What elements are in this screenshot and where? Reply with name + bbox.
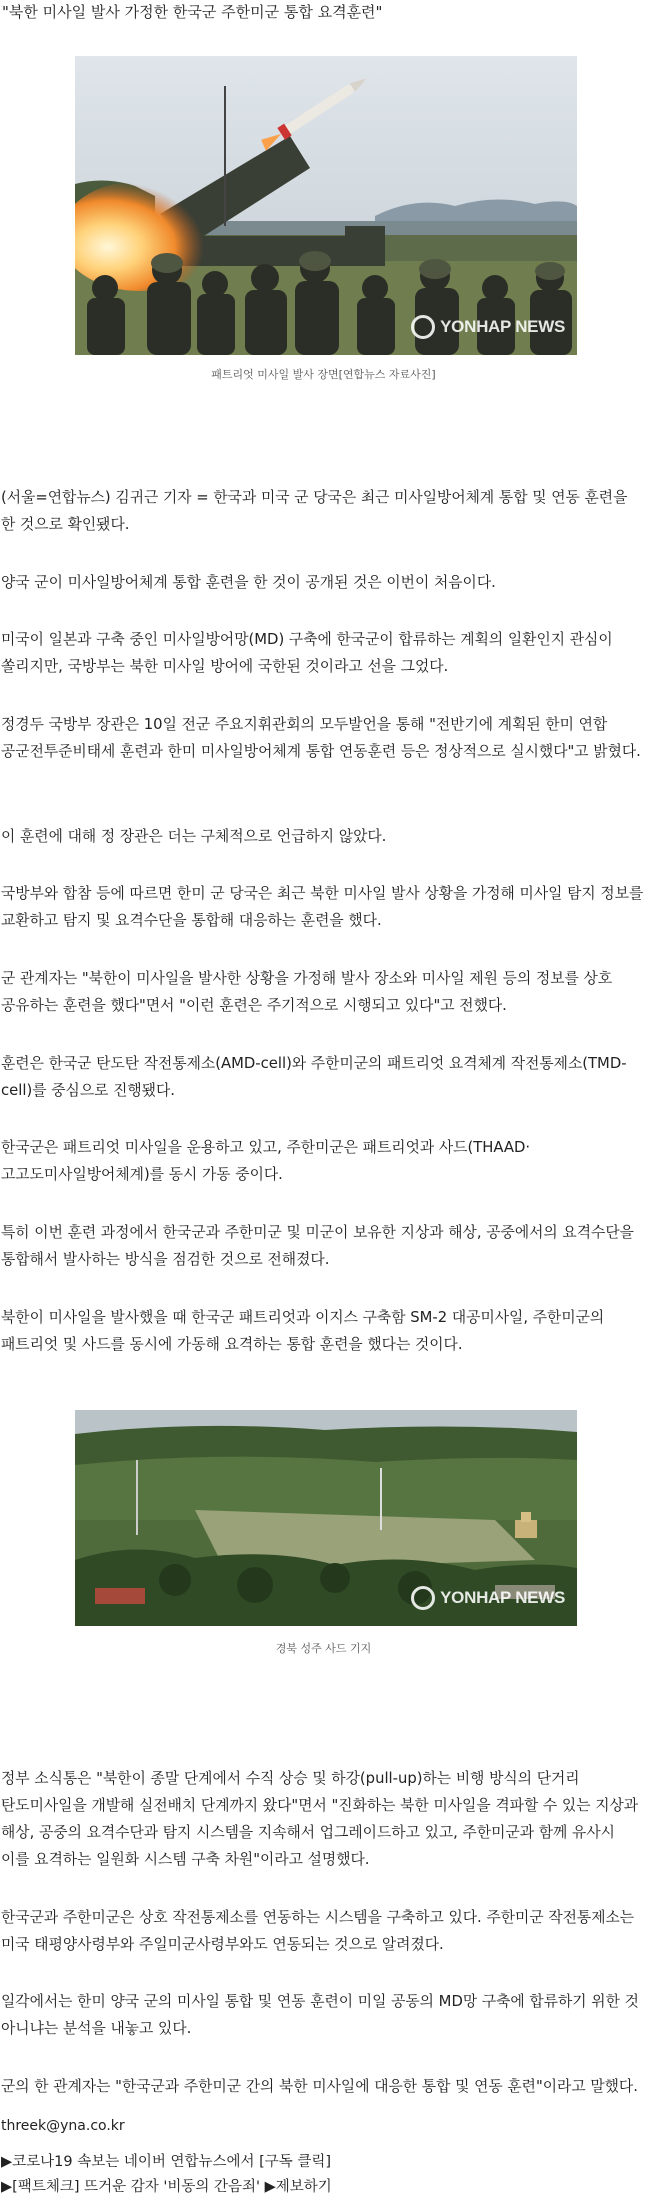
paragraph: 특히 이번 훈련 과정에서 한국군과 주한미군 및 미군이 보유한 지상과 해상, 공중에서의 요격수단을 통합해서 발사하는 방식을 점검한 것으로 전해졌다. bbox=[1, 1224, 634, 1268]
article-headline: "북한 미사일 발사 가정한 한국군 주한미군 통합 요격훈련" bbox=[2, 3, 383, 21]
paragraph: 이 훈련에 대해 정 장관은 더는 구체적으로 언급하지 않았다. bbox=[1, 828, 387, 845]
factcheck-report-link[interactable]: ▶[팩트체크] 뜨거운 감자 '비동의 간음죄' ▶제보하기 bbox=[1, 2179, 332, 2195]
paragraph: 북한이 미사일을 발사했을 때 한국군 패트리엇과 이지스 구축함 SM-2 대공미사일, 주한미군의 패트리엇 및 사드를 동시에 가동해 요격하는 통합 훈련을 했다는 것이다. bbox=[1, 1309, 605, 1353]
yonhap-watermark: YONHAP NEWS bbox=[411, 315, 565, 339]
paragraph: 한국군과 주한미군은 상호 작전통제소를 연동하는 시스템을 구축하고 있다. 주한미군 작전통제소는 미국 태평양사령부와 주일미군사령부와도 연동되는 것으로 알려졌다. bbox=[1, 1909, 635, 1953]
paragraph: 미국이 일본과 구축 중인 미사일방어망(MD) 구축에 한국군이 합류하는 계획의 일환인지 관심이 쏠리지만, 국방부는 북한 미사일 방어에 국한된 것이라고 선을 그었다. bbox=[1, 631, 613, 675]
covid-news-subscribe-link[interactable]: ▶코로나19 속보는 네이버 연합뉴스에서 [구독 클릭] bbox=[1, 2154, 332, 2170]
yonhap-logo-icon bbox=[411, 315, 435, 339]
paragraph: 훈련은 한국군 탄도탄 작전통제소(AMD-cell)와 주한미군의 패트리엇 요격체계 작전통제소(TMD-cell)를 중심으로 진행됐다. bbox=[1, 1055, 627, 1099]
photo-caption: 경북 성주 사드 기지 bbox=[275, 1642, 372, 1655]
paragraph: 한국군은 패트리엇 미사일을 운용하고 있고, 주한미군은 패트리엇과 사드(THAAD·고고도미사일방어체계)를 동시 가동 중이다. bbox=[1, 1139, 531, 1183]
paragraph: 군 관계자는 "북한이 미사일을 발사한 상황을 가정해 발사 장소와 미사일 제원 등의 정보를 상호 공유하는 훈련을 했다"면서 "이런 훈련은 주기적으로 시행되고 있다"고 전했다. bbox=[1, 970, 613, 1014]
yonhap-watermark: YONHAP NEWS bbox=[411, 1586, 565, 1610]
thaad-base-photo bbox=[75, 1410, 577, 1626]
paragraph: 일각에서는 한미 양국 군의 미사일 통합 및 연동 훈련이 미일 공동의 MD망 구축에 합류하기 위한 것 아니냐는 분석을 내놓고 있다. bbox=[1, 1993, 639, 2037]
paragraph: 군의 한 관계자는 "한국군과 주한미군 간의 북한 미사일에 대응한 통합 및 연동 훈련"이라고 말했다. bbox=[1, 2078, 638, 2095]
patriot-launch-illustration bbox=[75, 56, 577, 355]
yonhap-logo-icon bbox=[411, 1586, 435, 1610]
paragraph: 정경두 국방부 장관은 10일 전군 주요지휘관회의 모두발언을 통해 "전반기에 계획된 한미 연합 공군전투준비태세 훈련과 한미 미사일방어체계 통합 연동훈련 등은 정상적으로 실시했다"고 밝혔다. bbox=[1, 716, 641, 760]
paragraph: (서울=연합뉴스) 김귀근 기자 = 한국과 미국 군 당국은 최근 미사일방어체계 통합 및 연동 훈련을 한 것으로 확인됐다. bbox=[1, 489, 628, 533]
patriot-launch-photo bbox=[75, 56, 577, 355]
paragraph: 국방부와 합참 등에 따르면 한미 군 당국은 최근 북한 미사일 발사 상황을 가정해 미사일 탐지 정보를 교환하고 탐지 및 요격수단을 통합해 대응하는 훈련을 했다. bbox=[1, 885, 644, 929]
paragraph: 양국 군이 미사일방어체계 통합 훈련을 한 것이 공개된 것은 이번이 처음이다. bbox=[1, 574, 496, 591]
footer-links bbox=[1, 2150, 332, 2200]
reporter-email: threek@yna.co.kr bbox=[1, 2118, 125, 2134]
photo-caption: 패트리엇 미사일 발사 장면[연합뉴스 자료사진] bbox=[211, 368, 436, 381]
paragraph: 정부 소식통은 "북한이 종말 단계에서 수직 상승 및 하강(pull-up)하는 비행 방식의 단거리 탄도미사일을 개발해 실전배치 단계까지 왔다"면서 "진화하는 북한 미사일을 격파할 수 있는 지상과 해상, 공중의 요격수단과 탐지 시스템을 지속해서 업그레이드하고 있고, 주한미군과 함께 유사시 이를 요격하는 일원화 시스템 구축 차원"이라고 설명했다. bbox=[1, 1770, 639, 1868]
